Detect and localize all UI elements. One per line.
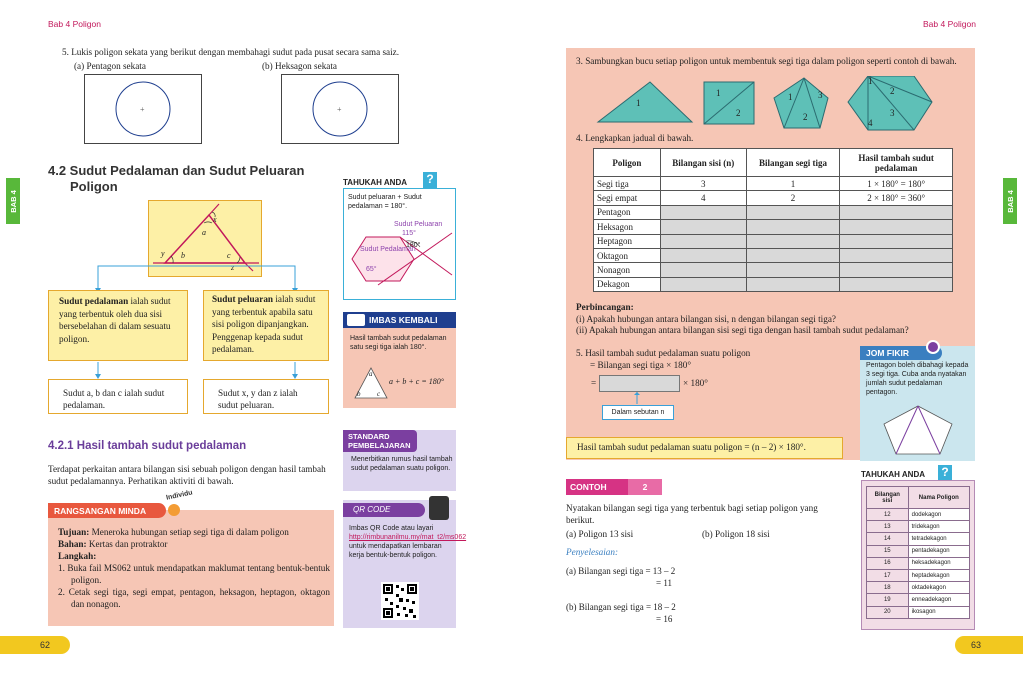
answer-cell[interactable] — [746, 220, 840, 234]
film-icon — [347, 314, 365, 326]
table-row: 15 pentadekagon — [867, 545, 970, 557]
svg-text:+: + — [140, 105, 145, 114]
think-box: JOM FIKIR Pentagon boleh dibahagi kepada 3 segi tiga. Cuba anda nyatakan jumlah sudut pedalaman pentagon. — [860, 346, 975, 461]
chapter-header-left: Bab 4 Poligon — [48, 19, 101, 29]
pentagon-figure — [882, 404, 954, 456]
question-3: 3. Sambungkan bucu setiap poligon untuk membentuk segi tiga dalam poligon seperti contoh di bawah. — [576, 56, 957, 66]
answer-cell[interactable] — [660, 220, 746, 234]
q5-part-a: (a) Pentagon sekata — [74, 61, 146, 71]
answer-cell[interactable] — [746, 234, 840, 248]
solution-label: Penyelesaian: — [566, 547, 619, 557]
angle-figure: x a y b c z — [148, 200, 262, 277]
answer-cell[interactable] — [840, 263, 953, 277]
table-row: 17 heptadekagon — [867, 569, 970, 581]
table-row: Heptagon — [594, 234, 953, 248]
table-row: Segi empat 4 2 2 × 180° = 360° — [594, 191, 953, 205]
question-5-right: 5. Hasil tambah sudut pedalaman suatu poligon = Bilangan segi tiga × 180° — [576, 348, 751, 370]
table-row: Nonagon — [594, 263, 953, 277]
table-row: 19 enneadekagon — [867, 594, 970, 606]
discussion: Perbincangan: (i) Apakah hubungan antara bilangan sisi, n dengan bilangan segi tiga? (ii) Apakah hubungan antara bilangan sisi segi tiga dengan hasil tambah sudut pedalaman? — [576, 302, 909, 335]
did-you-know-box: Sudut peluaran + Sudut pedalaman = 180°. Sudut Peluaran 115° 180° Sudut Pedalaman 65° — [343, 188, 456, 300]
answer-cell[interactable] — [746, 205, 840, 219]
table-row: Pentagon — [594, 205, 953, 219]
answer-cell[interactable] — [660, 248, 746, 262]
qr-link[interactable]: http://rimbunanilmu.my/mat_t2/ms062 — [349, 534, 467, 541]
polygon-table: Poligon Bilangan sisi (n) Bilangan segi tiga Hasil tambah sudut pedalaman Segi tiga 3 1 1 × 180° = 180° Segi empat 4 2 2 × 180° = 360° Pentagon Heksagon Heptagon Oktagon Nonagon Dekagon — [593, 148, 953, 292]
answer-cell[interactable] — [660, 234, 746, 248]
subsection-title: 4.2.1 Hasil tambah sudut pedalaman — [48, 440, 247, 452]
answer-cell[interactable] — [840, 205, 953, 219]
chapter-tab-left: BAB 4 — [6, 178, 20, 224]
individual-tag: Individu — [165, 489, 194, 502]
pentagon-drawing-box — [84, 74, 202, 144]
formula-answer-box[interactable] — [599, 375, 680, 392]
callout-arrow — [632, 392, 642, 406]
qr-banner: QR CODE — [343, 503, 425, 517]
polygon-names-table: Bilangan sisi Nama Poligon 12 dodekagon 13 tridekagon 14 tetradekagon 15 pentadekagon 16 heksadekagon 17 heptadekagon 18 oktadekagon 19 enneadekagon 20 ikosagon — [866, 486, 970, 619]
answer-cell[interactable] — [660, 277, 746, 291]
triangle-sum-formula: a + b + c = 180° — [389, 377, 444, 386]
person-icon — [168, 504, 180, 516]
svg-text:+: + — [337, 105, 342, 114]
table-row: Heksagon — [594, 220, 953, 234]
answer-cell[interactable] — [840, 248, 953, 262]
qr-code-image[interactable] — [381, 582, 419, 620]
did-you-know-title-right: TAHUKAH ANDA — [861, 470, 925, 479]
table-row: 16 heksadekagon — [867, 557, 970, 569]
question-5-left: 5. Lukis poligon sekata yang berikut dengan membahagi sudut pada pusat secara sama saiz. — [62, 47, 400, 57]
interior-angle-definition: Sudut pedalaman ialah sudut yang terbentuk oleh dua sisi bersebelahan di dalam sesuatu poligon. — [48, 290, 188, 361]
hexagon-drawing-box — [281, 74, 399, 144]
chapter-tab-right: BAB 4 — [1003, 178, 1017, 224]
polygon-triangulation-figures — [596, 76, 966, 132]
answer-cell[interactable] — [840, 234, 953, 248]
exterior-angle-definition: Sudut peluaran ialah sudut yang terbentuk apabila satu sisi poligon dipanjangkan. Penggenap kepada sudut pedalaman. — [203, 290, 329, 361]
example-question: Nyatakan bilangan segi tiga yang terbentuk bagi setiap poligon yang berikut. — [566, 503, 818, 525]
table-row: 12 dodekagon — [867, 509, 970, 521]
table-row: Dekagon — [594, 277, 953, 291]
question-mark-icon: ? — [423, 172, 437, 189]
table-row: 14 tetradekagon — [867, 533, 970, 545]
interior-angle-example: Sudut a, b dan c ialah sudut pedalaman. — [48, 379, 188, 414]
exterior-angle-example: Sudut x, y dan z ialah sudut peluaran. — [203, 379, 329, 414]
page-number-right: 63 — [955, 636, 1023, 654]
page-number-left: 62 — [0, 636, 70, 654]
question-mark-icon: ? — [938, 465, 952, 482]
answer-cell[interactable] — [840, 220, 953, 234]
answer-cell[interactable] — [746, 263, 840, 277]
qr-code-box: QR CODE Imbas QR Code atau layari http://rimbunanilmu.my/mat_t2/ms062 untuk mendapatkan lembaran kerja bentuk-bentuk poligon. — [343, 500, 456, 628]
table-row: Oktagon — [594, 248, 953, 262]
phone-icon — [429, 496, 449, 520]
answer-cell[interactable] — [746, 248, 840, 262]
chapter-header-right: Bab 4 Poligon — [923, 19, 976, 29]
gear-icon — [926, 340, 940, 354]
answer-cell[interactable] — [840, 277, 953, 291]
answer-cell[interactable] — [746, 277, 840, 291]
table-row: 18 oktadekagon — [867, 582, 970, 594]
think-banner: JOM FIKIR — [860, 346, 942, 360]
question-4: 4. Lengkapkan jadual di bawah. — [576, 133, 694, 143]
callout-note: Dalam sebutan n — [602, 405, 674, 420]
circle-figure — [282, 75, 398, 143]
interior-angle-sum-formula: Hasil tambah sudut pedalaman suatu poligon = (n – 2) × 180°. — [566, 437, 843, 459]
activity-banner: RANGSANGAN MINDA — [48, 503, 166, 518]
table-row: Segi tiga 3 1 1 × 180° = 180° — [594, 177, 953, 191]
example-banner: CONTOH 2 — [566, 479, 662, 495]
activity-box: RANGSANGAN MINDA Individu Tujuan: Meneroka hubungan setiap segi tiga di dalam poligon Bahan: Kertas dan protraktor Langkah: 1. Buka fail MS062 untuk mendapatkan maklumat tentang bentuk-bentuk poligon. 2. Cetak segi tiga, segi empat, pentagon, heksagon, heptagon, oktagon dan nonagon. — [48, 510, 334, 626]
intro-paragraph: Terdapat perkaitan antara bilangan sisi sebuah poligon dengan hasil tambah sudut pedalamannya. Perhatikan aktiviti di bawah. — [48, 464, 326, 486]
q5-part-b: (b) Heksagon sekata — [262, 61, 338, 71]
recall-banner: IMBAS KEMBALI — [343, 312, 456, 328]
recall-box: IMBAS KEMBALI Hasil tambah sudut pedalaman satu segi tiga ialah 180°. a b c a + b + c = 180° — [343, 312, 456, 408]
learning-standard-box: STANDARD PEMBELAJARAN Menerbitkan rumus hasil tambah sudut pedalaman suatu poligon. — [343, 430, 456, 491]
circle-figure — [85, 75, 201, 143]
learning-standard-banner: STANDARD PEMBELAJARAN — [343, 430, 417, 452]
answer-cell[interactable] — [660, 263, 746, 277]
answer-cell[interactable] — [660, 205, 746, 219]
section-title: 4.2 Sudut Pedalaman dan Sudut Peluaran Poligon — [48, 163, 305, 194]
table-row: 13 tridekagon — [867, 521, 970, 533]
did-you-know-title: TAHUKAH ANDA — [343, 178, 407, 187]
table-row: 20 ikosagon — [867, 606, 970, 618]
